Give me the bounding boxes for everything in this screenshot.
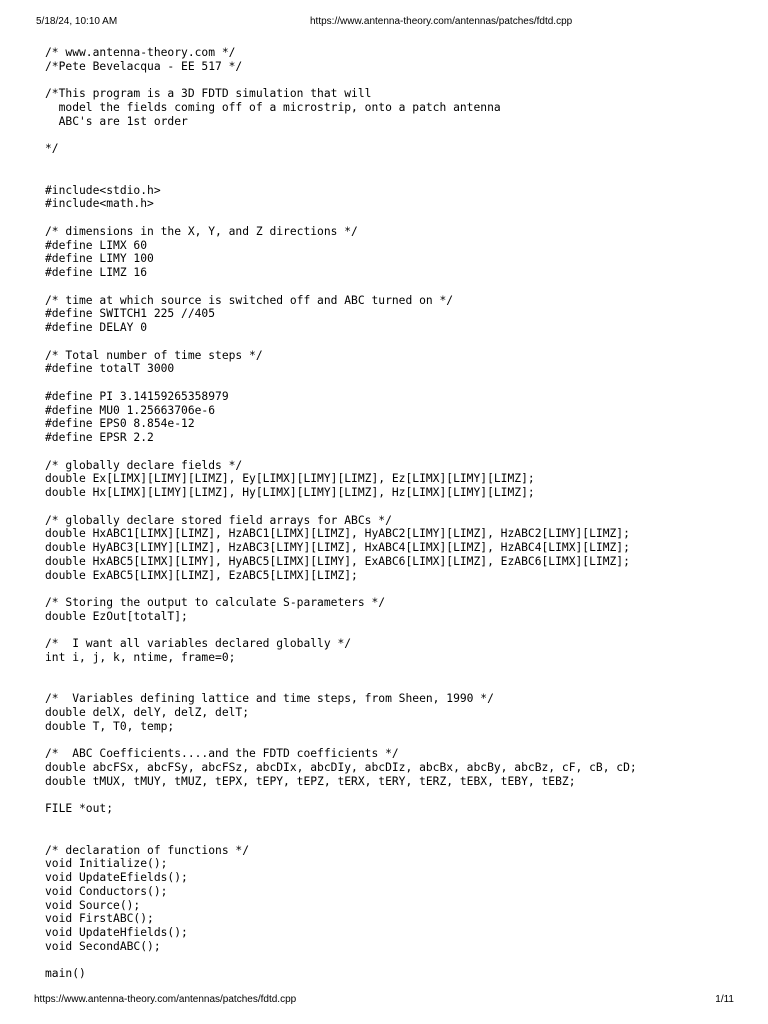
- page-number: 1/11: [715, 994, 734, 1005]
- code-line: /* dimensions in the X, Y, and Z directions */: [45, 224, 358, 238]
- code-line: void SecondABC();: [45, 939, 161, 953]
- code-line: void Initialize();: [45, 857, 168, 871]
- code-line: [45, 816, 637, 830]
- code-line: #define LIMY 100: [45, 252, 154, 266]
- code-line: #define LIMX 60: [45, 238, 148, 252]
- code-line: [45, 129, 637, 143]
- code-line: double abcFSx, abcFSy, abcFSz, abcDIx, abcDIy, abcDIz, abcBx, abcBy, abcBz, cF, cB, cD;: [45, 761, 637, 774]
- code-line: /* globally declare stored field arrays for ABCs */: [45, 513, 392, 527]
- code-line: [45, 211, 637, 225]
- code-line: [45, 789, 637, 803]
- code-line: [45, 74, 637, 88]
- source-code-listing: [45, 46, 637, 981]
- code-line: /* ABC Coefficients....and the FDTD coefficients */: [45, 747, 399, 761]
- code-line: double HyABC3[LIMY][LIMZ], HzABC3[LIMY][LIMZ], HxABC4[LIMX][LIMZ], HzABC4[LIMX][LIMZ];: [45, 541, 630, 554]
- code-line: /*Pete Bevelacqua - EE 517 */: [45, 59, 243, 73]
- code-line: [45, 280, 637, 294]
- code-line: [45, 830, 637, 844]
- code-line: void UpdateEfields();: [45, 871, 188, 884]
- code-line: void FirstABC();: [45, 912, 154, 926]
- code-line: #include<math.h>: [45, 197, 154, 211]
- code-line: /* time at which source is switched off and ABC turned on */: [45, 293, 454, 307]
- code-line: double Ex[LIMX][LIMY][LIMZ], Ey[LIMX][LIMY][LIMZ], Ez[LIMX][LIMY][LIMZ];: [45, 472, 535, 486]
- code-line: [45, 445, 637, 459]
- code-line: void UpdateHfields();: [45, 926, 188, 939]
- code-line: double tMUX, tMUY, tMUZ, tEPX, tEPY, tEPZ, tERX, tERY, tERZ, tEBX, tEBY, tEBZ;: [45, 774, 576, 788]
- code-line: #define SWITCH1 225 //405: [45, 307, 216, 321]
- code-line: [45, 156, 637, 170]
- code-line: double EzOut[totalT];: [45, 609, 188, 623]
- code-line: double Hx[LIMX][LIMY][LIMZ], Hy[LIMX][LIMY][LIMZ], Hz[LIMX][LIMY][LIMZ];: [45, 486, 535, 499]
- code-line: double T, T0, temp;: [45, 719, 175, 733]
- code-line: void Conductors();: [45, 884, 168, 898]
- code-line: /* globally declare fields */: [45, 458, 243, 472]
- code-line: FILE *out;: [45, 802, 114, 816]
- code-line: [45, 665, 637, 679]
- code-line: /* www.antenna-theory.com */: [45, 46, 236, 59]
- code-line: #define totalT 3000: [45, 362, 175, 376]
- code-line: [45, 376, 637, 390]
- code-line: double ExABC5[LIMX][LIMZ], EzABC5[LIMX][LIMZ];: [45, 568, 358, 582]
- code-line: /* Total number of time steps */: [45, 348, 263, 362]
- code-line: [45, 954, 637, 968]
- code-line: int i, j, k, ntime, frame=0;: [45, 651, 236, 664]
- print-datetime: 5/18/24, 10:10 AM: [36, 16, 118, 27]
- code-line: /*This program is a 3D FDTD simulation that will: [45, 87, 372, 101]
- code-line: [45, 582, 637, 596]
- code-line: double HxABC1[LIMX][LIMZ], HzABC1[LIMX][LIMZ], HyABC2[LIMY][LIMZ], HzABC2[LIMY][LIMZ];: [45, 527, 630, 541]
- print-header-url: https://www.antenna-theory.com/antennas/patches/fdtd.cpp: [310, 16, 573, 27]
- code-line: #define PI 3.14159265358979: [45, 389, 229, 403]
- code-line: main(): [45, 967, 86, 981]
- code-line: #define EPSR 2.2: [45, 431, 154, 444]
- code-line: double delX, delY, delZ, delT;: [45, 706, 250, 719]
- code-line: [45, 500, 637, 514]
- code-line: /* Variables defining lattice and time steps, from Sheen, 1990 */: [45, 692, 494, 706]
- code-line: [45, 679, 637, 693]
- code-line: /* declaration of functions */: [45, 843, 250, 857]
- code-line: [45, 734, 637, 748]
- code-line: #define MU0 1.25663706e-6: [45, 403, 216, 417]
- code-line: ABC's are 1st order: [45, 114, 188, 128]
- code-line: #define EPS0 8.854e-12: [45, 417, 195, 431]
- code-line: double HxABC5[LIMX][LIMY], HyABC5[LIMX][LIMY], ExABC6[LIMX][LIMZ], EzABC6[LIMX][LIMZ];: [45, 554, 630, 568]
- code-line: [45, 335, 637, 349]
- code-line: void Source();: [45, 898, 141, 912]
- code-line: /* I want all variables declared globally */: [45, 637, 352, 651]
- code-line: #define DELAY 0: [45, 321, 148, 334]
- code-line: #define LIMZ 16: [45, 266, 148, 279]
- code-line: */: [45, 142, 59, 156]
- code-line: #include<stdio.h>: [45, 183, 161, 197]
- code-line: /* Storing the output to calculate S-parameters */: [45, 596, 386, 609]
- print-footer-url: https://www.antenna-theory.com/antennas/patches/fdtd.cpp: [34, 994, 297, 1005]
- code-line: [45, 624, 637, 638]
- code-line: [45, 170, 637, 184]
- code-line: model the fields coming off of a microstrip, onto a patch antenna: [45, 101, 501, 114]
